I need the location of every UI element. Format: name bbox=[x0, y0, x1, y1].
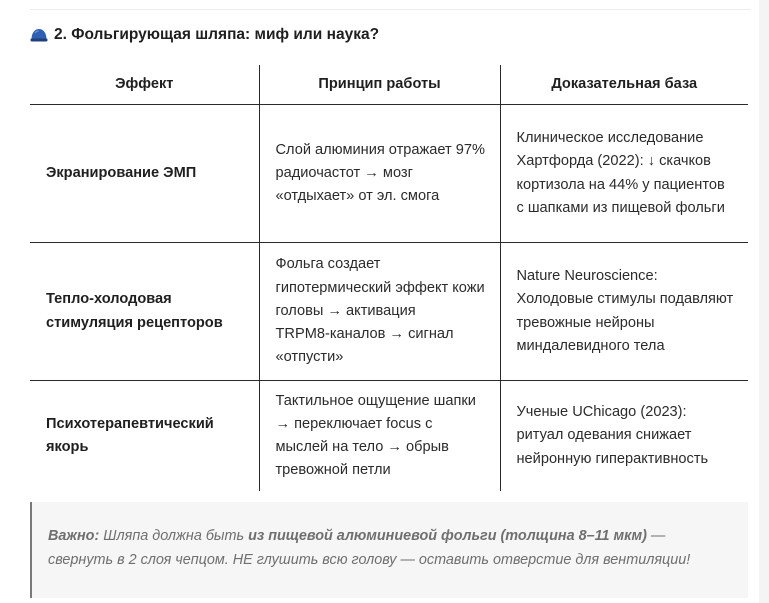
principle-cell: Тактильное ощущение шапки → переключает focus с мыслей на тело → обрыв тревожной петли bbox=[259, 381, 500, 492]
effect-cell: Тепло‑холодовая стимуляция рецепторов bbox=[30, 243, 259, 381]
evidence-cell: Nature Neuroscience: Холодовые стимулы подавляют тревожные нейроны миндалевидного тела bbox=[500, 243, 748, 381]
section-heading bbox=[30, 26, 379, 44]
note-bold: из пищевой алюминиевой фольги (толщина 8–11 мкм) bbox=[248, 528, 647, 544]
effect-cell: Экранирование ЭМП bbox=[30, 105, 259, 243]
header-principle: Принцип работы bbox=[259, 65, 500, 105]
important-note bbox=[30, 502, 748, 598]
table-row bbox=[30, 381, 748, 492]
header-effect: Эффект bbox=[30, 65, 259, 105]
section-title: 2. Фольгирующая шляпа: миф или наука? bbox=[54, 26, 380, 43]
principle-cell: Слой алюминия отражает 97% радиочастот → мозг «отдыхает» от эл. смога bbox=[259, 105, 500, 243]
table-header-row bbox=[30, 65, 748, 105]
evidence-cell: Ученые UChicago (2023): ритуал одевания снижает нейронную гиперактивность bbox=[500, 381, 748, 492]
principle-cell: Фольга создает гипотермический эффект кожи головы → активация TRPM8‑каналов → сигнал «отпусти» bbox=[259, 243, 500, 381]
effect-cell: Психотерапевтический якорь bbox=[30, 381, 259, 492]
header-evidence: Доказательная база bbox=[500, 65, 748, 105]
note-text: Шляпа должна быть bbox=[99, 528, 249, 544]
effects-table bbox=[30, 65, 748, 491]
evidence-cell: Клиническое исследование Хартфорда (2022): ↓ скачков кортизола на 44% у пациентов с шапками из пищевой фольги bbox=[500, 105, 748, 243]
top-divider bbox=[30, 9, 751, 10]
blue-helmet-icon bbox=[30, 27, 48, 43]
note-text-end: — свернуть в 2 слоя чепцом. НЕ глушить всю голову — оставить отверстие для вентиляции! bbox=[48, 528, 691, 568]
table-row bbox=[30, 243, 748, 381]
note-label: Важно: bbox=[48, 528, 100, 544]
scrollbar-track[interactable] bbox=[759, 0, 769, 603]
table-row bbox=[30, 105, 748, 243]
